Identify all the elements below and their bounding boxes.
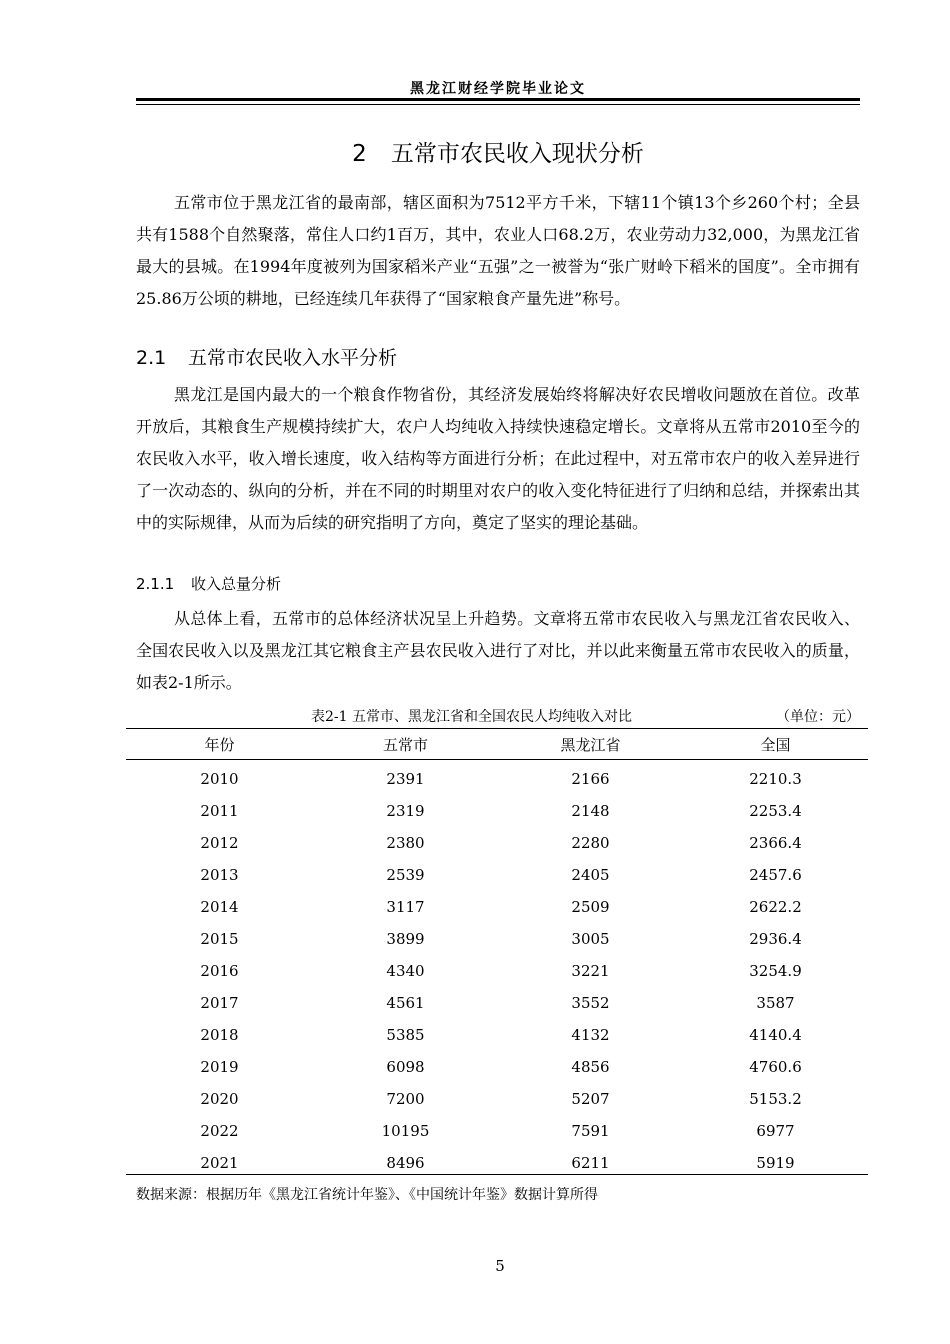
cell-wuchang: 2380 (386, 834, 425, 852)
table-row (126, 763, 868, 795)
running-header: 黑龙江财经学院毕业论文 (410, 81, 586, 97)
cell-heilongjiang: 2280 (571, 834, 610, 852)
table-row (126, 1083, 868, 1115)
cell-year: 2012 (200, 834, 239, 852)
cell-national: 2253.4 (749, 802, 802, 820)
cell-year: 2016 (200, 962, 239, 980)
cell-wuchang: 3899 (386, 930, 425, 948)
cell-heilongjiang: 7591 (571, 1122, 610, 1140)
table-row (126, 891, 868, 923)
cell-national: 2936.4 (749, 930, 802, 948)
cell-heilongjiang: 3005 (571, 930, 610, 948)
cell-year: 2014 (200, 898, 239, 916)
cell-heilongjiang: 3221 (571, 962, 610, 980)
cell-wuchang: 3117 (386, 898, 425, 916)
header-cell-year: 年份 (204, 736, 235, 754)
table-row (126, 955, 868, 987)
cell-national: 4760.6 (749, 1058, 802, 1076)
table-header-row (126, 730, 868, 760)
cell-wuchang: 10195 (381, 1122, 430, 1140)
cell-wuchang: 6098 (386, 1058, 425, 1076)
cell-wuchang: 2539 (386, 866, 425, 884)
cell-wuchang: 5385 (386, 1026, 425, 1044)
cell-heilongjiang: 6211 (571, 1154, 610, 1172)
cell-national: 4140.4 (749, 1026, 802, 1044)
table-header (126, 730, 868, 760)
chapter-number: 2 (352, 141, 367, 167)
cell-year: 2020 (200, 1090, 239, 1108)
cell-heilongjiang: 5207 (571, 1090, 610, 1108)
table-body (126, 763, 868, 1179)
cell-heilongjiang: 2166 (571, 770, 610, 788)
cell-heilongjiang: 3552 (571, 994, 610, 1012)
paragraph-income-level: 黑龙江是国内最大的一个粮食作物省份，其经济发展始终将解决好农民增收问题放在首位。改革开放后，其粮食生产规模持续扩大，农户人均纯收入持续快速稳定增长。文章将从五常市2010至今的农民收入水平，收入增长速度，收入结构等方面进行分析；在此过程中，对五常市农户的收入差异进行了一次动态的、纵向的分析，并在不同的时期里对农户的收入变化特征进行了归纳和总结，并探索出其中的实际规律，从而为后续的研究指明了方向，奠定了坚实的理论基础。 (136, 385, 860, 532)
chapter-heading (136, 135, 860, 168)
subsection-title: 收入总量分析 (191, 575, 282, 593)
table-row (126, 859, 868, 891)
subsection-number: 2.1.1 (136, 575, 175, 593)
cell-heilongjiang: 2509 (571, 898, 610, 916)
cell-national: 2366.4 (749, 834, 802, 852)
header-cell-wuchang: 五常市 (382, 736, 428, 754)
cell-national: 6977 (756, 1122, 795, 1140)
table-source-note: 数据来源：根据历年《黑龙江省统计年鉴》、《中国统计年鉴》数据计算所得 (136, 1187, 598, 1203)
table-row (126, 827, 868, 859)
cell-national: 5919 (756, 1154, 795, 1172)
header-cell-national: 全国 (760, 736, 791, 754)
cell-wuchang: 7200 (386, 1090, 425, 1108)
cell-year: 2017 (200, 994, 239, 1012)
section-number: 2.1 (136, 347, 167, 369)
cell-national: 2457.6 (749, 866, 802, 884)
page-number: 5 (495, 1257, 505, 1275)
table-bottom-rule (126, 1174, 868, 1175)
table-row (126, 1019, 868, 1051)
table-row (126, 987, 868, 1019)
cell-wuchang: 8496 (386, 1154, 425, 1172)
header-rule-thick (136, 98, 860, 101)
section-title: 五常市农民收入水平分析 (188, 347, 398, 369)
paragraph-intro: 五常市位于黑龙江省的最南部，辖区面积为7512平方千米，下辖11个镇13个乡260个村；全县共有1588个自然聚落，常住人口约1百万，其中，农业人口68.2万，农业劳动力32,000，为黑龙江省最大的县城。在1994年度被列为国家稻米产业“五强”之一被誉为“张广财岭下稻米的国度”。全市拥有25.86万公顷的耕地，已经连续几年获得了“国家粮食产量先进”称号。 (136, 193, 860, 308)
subsection-heading-2-1-1 (136, 573, 281, 594)
paragraph-total-income: 从总体上看，五常市的总体经济状况呈上升趋势。文章将五常市农民收入与黑龙江省农民收入、全国农民收入以及黑龙江其它粮食主产县农民收入进行了对比，并以此来衡量五常市农民收入的质量，如表2-1所示。 (136, 609, 860, 692)
cell-year: 2015 (200, 930, 239, 948)
table-top-rule (126, 728, 868, 729)
cell-national: 2622.2 (749, 898, 802, 916)
header-cell-heilongjiang: 黑龙江省 (560, 736, 621, 754)
cell-year: 2013 (200, 866, 239, 884)
table-row (126, 795, 868, 827)
cell-wuchang: 4561 (386, 994, 425, 1012)
table-header-rule (126, 759, 868, 760)
cell-heilongjiang: 2405 (571, 866, 610, 884)
cell-national: 3254.9 (749, 962, 802, 980)
table-row (126, 1051, 868, 1083)
table-row (126, 923, 868, 955)
cell-year: 2018 (200, 1026, 239, 1044)
table-unit: （单位：元） (776, 709, 860, 725)
cell-national: 5153.2 (749, 1090, 802, 1108)
cell-wuchang: 2391 (386, 770, 425, 788)
cell-national: 2210.3 (749, 770, 802, 788)
cell-heilongjiang: 4856 (571, 1058, 610, 1076)
cell-wuchang: 4340 (386, 962, 425, 980)
cell-year: 2010 (200, 770, 239, 788)
cell-year: 2019 (200, 1058, 239, 1076)
cell-year: 2011 (200, 802, 239, 820)
table-row (126, 1115, 868, 1147)
cell-wuchang: 2319 (386, 802, 425, 820)
section-heading-2-1 (136, 343, 397, 370)
cell-heilongjiang: 2148 (571, 802, 610, 820)
table-title: 表2-1 五常市、黑龙江省和全国农民人均纯收入对比 (311, 709, 632, 725)
header-rule-thin (136, 104, 860, 105)
cell-heilongjiang: 4132 (571, 1026, 610, 1044)
cell-year: 2022 (200, 1122, 239, 1140)
cell-national: 3587 (756, 994, 795, 1012)
cell-year: 2021 (200, 1154, 239, 1172)
chapter-title: 五常市农民收入现状分析 (390, 141, 644, 167)
